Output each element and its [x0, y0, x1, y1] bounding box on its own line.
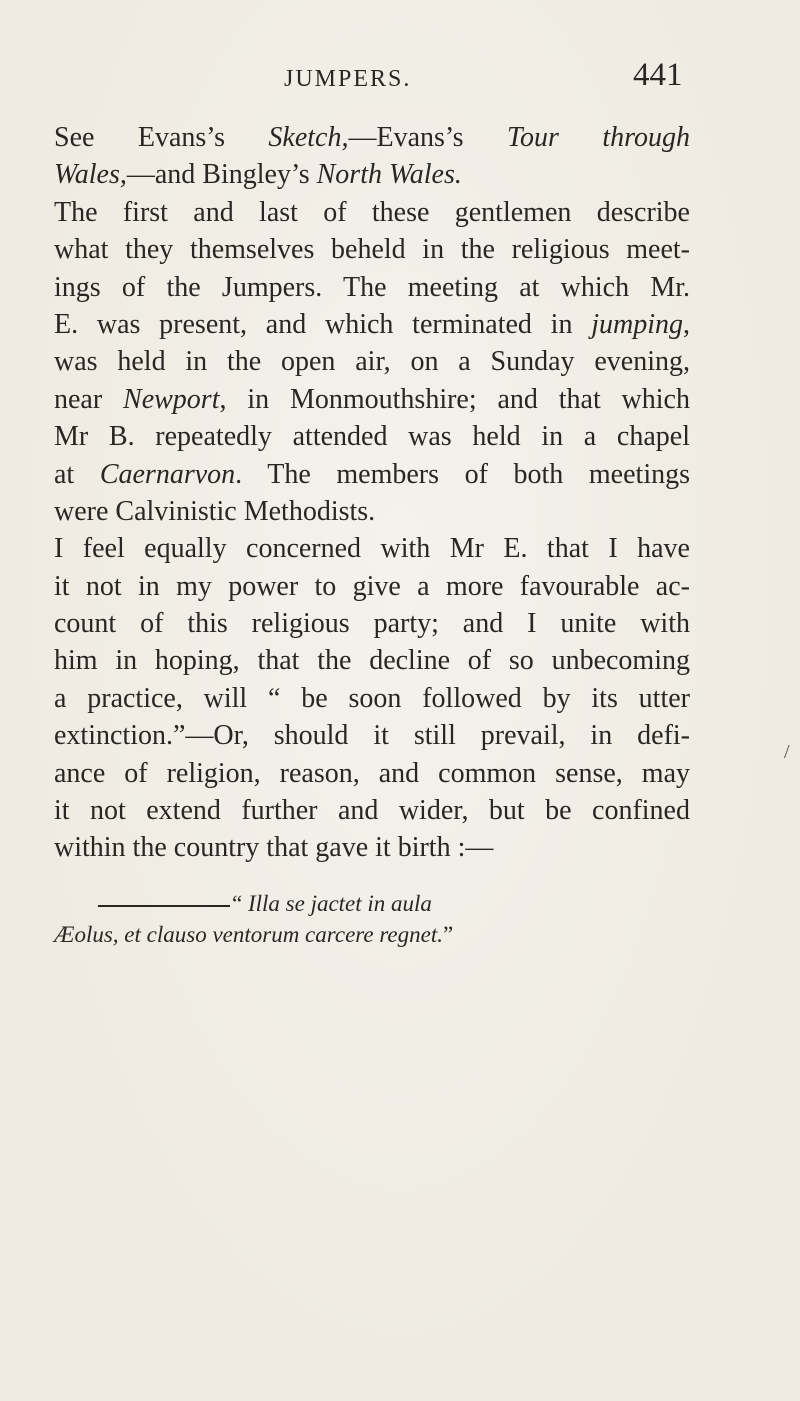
text-segment: See Evans’s — [54, 122, 269, 153]
text-line — [54, 418, 690, 455]
text-segment: ings of the Jumpers. The meeting at which Mr. — [54, 271, 690, 303]
text-line — [54, 642, 690, 679]
text-line — [54, 194, 690, 231]
body-text — [54, 119, 690, 867]
quotation-line-2 — [54, 919, 690, 950]
text-segment: ance of religion, reason, and common sense, may — [54, 757, 690, 789]
text-line — [54, 530, 690, 567]
text-line — [54, 306, 690, 343]
text-line — [54, 792, 690, 829]
italic-text: Tour through — [507, 122, 690, 153]
text-segment: what they themselves beheld in the religious meet- — [54, 234, 690, 266]
text-segment: a practice, will “ be soon followed by its utter — [54, 682, 690, 714]
text-segment: The first and last of these gentlemen describe — [54, 196, 690, 228]
italic-text: Wales, — [54, 159, 127, 191]
text-segment: it not in my power to give a more favourable ac- — [54, 570, 690, 602]
text-line — [54, 381, 690, 418]
text-segment: it not extend further and wider, but be confined — [54, 795, 690, 827]
text-segment: were Calvinistic Methodists. — [54, 495, 376, 527]
quotation-open-mark: “ — [232, 891, 248, 916]
italic-text: North Wales. — [316, 159, 462, 191]
text-line — [54, 829, 690, 866]
italic-text: jumping — [591, 308, 683, 340]
text-line — [54, 605, 690, 642]
margin-pencil-mark: / — [784, 741, 790, 763]
text-segment: —Evans’s — [348, 122, 508, 153]
text-segment: , — [683, 308, 690, 340]
latin-quotation — [54, 888, 690, 950]
italic-text: Sketch, — [268, 122, 349, 153]
text-line — [54, 568, 690, 605]
text-line — [54, 343, 690, 380]
text-segment: E. was present, and which terminated in — [54, 308, 592, 340]
text-segment: , in Monmouthshire; and that which — [219, 383, 690, 415]
text-segment: within the country that gave it birth :— — [54, 832, 494, 864]
text-segment: —and Bingley’s — [126, 159, 317, 191]
text-line — [54, 269, 690, 306]
quotation-close-mark: ” — [443, 922, 454, 947]
italic-text: Newport — [123, 383, 220, 415]
text-line — [54, 156, 690, 193]
text-segment: at — [54, 458, 100, 490]
text-line — [54, 755, 690, 792]
text-segment: . The members of both meetings — [235, 458, 690, 490]
text-line — [54, 717, 690, 754]
text-segment: him in hoping, that the decline of so unbecoming — [54, 645, 690, 677]
quotation-text-2: Æolus, et clauso ventorum carcere regnet. — [54, 922, 443, 947]
text-segment: was held in the open air, on a Sunday evening, — [54, 346, 690, 378]
text-line — [54, 231, 690, 268]
text-line — [54, 680, 690, 717]
text-segment: I feel equally concerned with Mr E. that I have — [54, 533, 690, 565]
text-line — [54, 119, 690, 156]
quotation-line-1 — [54, 888, 690, 919]
running-head-title: JUMPERS. — [284, 66, 412, 92]
text-segment: count of this religious party; and I unite with — [54, 608, 690, 640]
running-head — [0, 57, 800, 102]
text-line — [54, 493, 690, 530]
text-segment: near — [54, 383, 124, 415]
page-number: 441 — [633, 57, 683, 93]
quotation-dash — [98, 905, 230, 907]
text-segment: extinction.”—Or, should it still prevail, in defi- — [54, 720, 690, 752]
text-segment: Mr B. repeatedly attended was held in a chapel — [54, 421, 690, 453]
italic-text: Caernarvon — [99, 458, 236, 490]
text-line — [54, 456, 690, 493]
quotation-text-1: Illa se jactet in aula — [247, 891, 432, 916]
